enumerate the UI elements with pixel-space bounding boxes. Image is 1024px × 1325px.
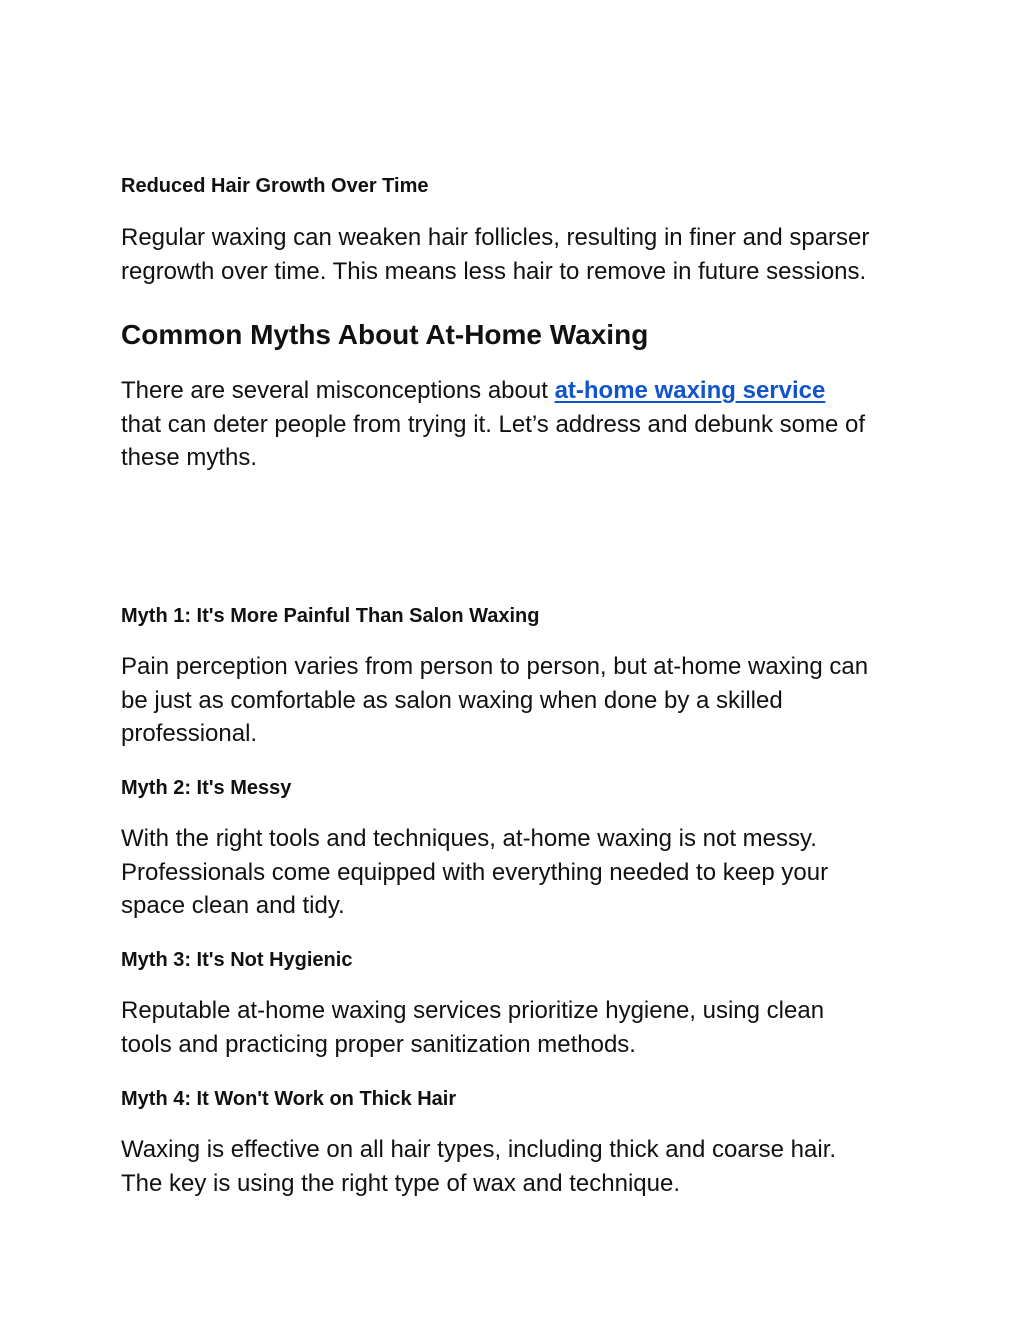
paragraph-line: Reputable at-home waxing services prioritize hygiene, using clean [121, 997, 825, 1024]
paragraph-myth-3 [121, 994, 921, 1061]
intro-text: There are several misconceptions about [121, 377, 555, 404]
heading-myth-2: Myth 2: It's Messy [121, 777, 292, 799]
paragraph-line: space clean and tidy. [121, 892, 345, 919]
paragraph-line: regrowth over time. This means less hair to remove in future sessions. [121, 257, 867, 285]
paragraph-line: Regular waxing can weaken hair follicles, resulting in finer and sparser [121, 224, 870, 251]
at-home-waxing-service-link[interactable]: at-home waxing service [554, 377, 826, 404]
paragraph-line: that can deter people from trying it. Let’s address and debunk some of [121, 410, 865, 438]
paragraph-line: With the right tools and techniques, at-home waxing is not messy. [121, 825, 817, 852]
paragraph-myth-2 [121, 822, 921, 923]
paragraph-myths-intro [121, 374, 921, 475]
heading-common-myths: Common Myths About At-Home Waxing [121, 319, 649, 350]
heading-myth-1: Myth 1: It's More Painful Than Salon Waxing [121, 605, 540, 627]
paragraph-line: professional. [121, 720, 258, 747]
paragraph-reduced-hair-growth [121, 221, 921, 288]
paragraph-line: be just as comfortable as salon waxing when done by a skilled [121, 686, 783, 714]
paragraph-myth-4 [121, 1133, 921, 1200]
paragraph-line: Waxing is effective on all hair types, including thick and coarse hair. [121, 1136, 837, 1163]
heading-myth-4: Myth 4: It Won't Work on Thick Hair [121, 1088, 457, 1110]
paragraph-line: Professionals come equipped with everything needed to keep your [121, 858, 829, 886]
paragraph-line: these myths. [121, 444, 258, 471]
paragraph-line: The key is using the right type of wax and technique. [121, 1169, 680, 1197]
paragraph-line: tools and practicing proper sanitization methods. [121, 1030, 636, 1058]
paragraph-myth-1 [121, 650, 921, 751]
paragraph-line: Pain perception varies from person to person, but at-home waxing can [121, 653, 869, 680]
heading-myth-3: Myth 3: It's Not Hygienic [121, 949, 353, 971]
paragraph-line [121, 374, 921, 408]
heading-reduced-hair-growth: Reduced Hair Growth Over Time [121, 175, 429, 197]
